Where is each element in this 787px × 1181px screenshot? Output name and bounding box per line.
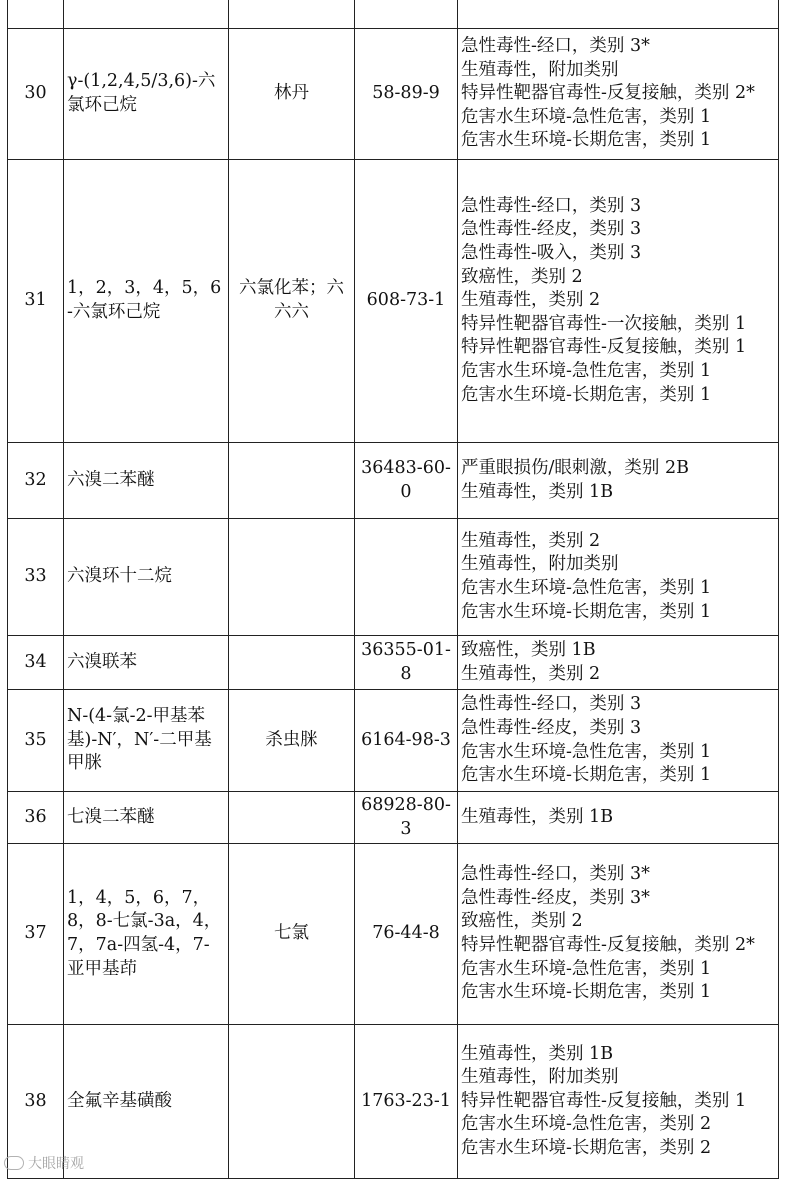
hazard-line: 急性毒性-经皮，类别 3 [461,717,642,738]
watermark-text: 大眼睛观 [28,1156,84,1172]
cas-number-cell: 36483-60-0 [355,443,458,519]
hazard-line: 危害水生环境-急性危害，类别 1 [461,106,712,127]
row-number-cell: 34 [8,636,64,690]
cas-number-cell [355,0,458,29]
hazard-line: 特异性靶器官毒性-反复接触，类别 1 [461,1090,747,1111]
hazard-line: 生殖毒性，附加类别 [461,59,619,80]
hazard-line: 特异性靶器官毒性-反复接触，类别 1 [461,337,747,358]
row-number-cell: 30 [8,29,64,160]
table-row [8,0,779,29]
alias-cell: 六氯化苯；六六六 [229,160,355,443]
hazard-line: 特异性靶器官毒性-一次接触，类别 1 [461,313,747,334]
hazard-line: 危害水生环境-急性危害，类别 1 [461,578,712,598]
table-body [8,0,779,1179]
hazard-line: 急性毒性-经口，类别 3* [461,864,650,885]
hazard-line: 生殖毒性，附加类别 [461,1067,619,1088]
watermark [4,1153,84,1173]
hazard-line: 危害水生环境-长期危害，类别 1 [461,982,712,1003]
row-number-cell: 32 [8,443,64,519]
chemical-name-cell: 六溴联苯 [64,636,229,690]
cas-number-cell: 6164-98-3 [355,690,458,792]
hazard-classification-cell [458,160,779,443]
table-row [8,690,779,792]
hazard-line: 特异性靶器官毒性-反复接触，类别 2* [461,83,755,104]
hazard-line: 急性毒性-经皮，类别 3 [461,219,642,240]
hazard-line: 致癌性，类别 2 [461,911,583,932]
table-row [8,792,779,844]
hazard-line: 危害水生环境-急性危害，类别 1 [461,958,712,979]
chemical-name-cell: 七溴二苯醚 [64,792,229,844]
cas-number-cell: 1763-23-1 [355,1025,458,1179]
hazard-line: 危害水生环境-急性危害，类别 1 [461,741,712,762]
hazard-line: 致癌性，类别 2 [461,266,583,287]
hazard-line: 生殖毒性，类别 1B [461,481,614,502]
alias-cell [229,1025,355,1179]
hazard-line: 特异性靶器官毒性-反复接触，类别 2* [461,935,755,955]
table-row [8,29,779,160]
alias-cell [229,792,355,844]
hazard-classification-cell [458,29,779,160]
alias-cell: 七氯 [229,844,355,1025]
hazard-classification-cell [458,636,779,690]
hazard-classification-cell [458,690,779,792]
hazard-line: 急性毒性-经口，类别 3 [461,694,642,715]
row-number-cell: 35 [8,690,64,792]
alias-cell [229,0,355,29]
hazard-line: 危害水生环境-长期危害，类别 1 [461,601,712,622]
hazard-line: 生殖毒性，类别 1B [461,1043,614,1064]
row-number-cell: 33 [8,519,64,636]
hazard-line: 危害水生环境-长期危害，类别 1 [461,130,712,151]
cas-number-cell: 36355-01-8 [355,636,458,690]
hazard-line: 严重眼损伤/眼刺激，类别 2B [461,457,689,478]
watermark-logo-icon [4,1156,24,1170]
cas-number-cell: 58-89-9 [355,29,458,160]
hazard-line: 急性毒性-经皮，类别 3* [461,887,650,908]
alias-cell: 杀虫脒 [229,690,355,792]
hazard-line: 生殖毒性，类别 2 [461,530,601,551]
chemical-name-cell: γ-(1,2,4,5/3,6)-六氯环己烷 [64,29,229,160]
hazard-line: 生殖毒性，附加类别 [461,554,619,575]
alias-cell [229,443,355,519]
hazard-line: 危害水生环境-长期危害，类别 1 [461,765,712,786]
chemical-name-cell: N-(4-氯-2-甲基苯基)-N′，N′-二甲基甲脒 [64,690,229,792]
table-row [8,160,779,443]
chemical-name-cell: 六溴环十二烷 [64,519,229,636]
hazard-classification-cell [458,792,779,844]
hazardous-chemicals-table [7,0,779,1179]
chemical-name-cell: 1，4，5，6，7，8，8-七氯-3a，4，7，7a-四氢-4，7-亚甲基茚 [64,844,229,1025]
hazard-line: 危害水生环境-急性危害，类别 2 [461,1114,712,1135]
table-row [8,443,779,519]
cas-number-cell: 68928-80-3 [355,792,458,844]
hazard-line: 急性毒性-吸入，类别 3 [461,243,642,264]
hazard-line: 危害水生环境-长期危害，类别 2 [461,1137,712,1158]
hazard-line: 急性毒性-经口，类别 3* [461,36,650,57]
hazard-line: 致癌性，类别 1B [461,639,596,660]
cas-number-cell [355,519,458,636]
row-number-cell: 38 [8,1025,64,1179]
hazard-classification-cell [458,443,779,519]
table-row [8,519,779,636]
alias-cell [229,519,355,636]
hazard-classification-cell [458,0,779,29]
chemical-name-cell [64,0,229,29]
hazard-line: 生殖毒性，类别 2 [461,290,601,311]
table-row [8,636,779,690]
row-number-cell: 37 [8,844,64,1025]
hazard-classification-cell [458,519,779,636]
row-number-cell: 36 [8,792,64,844]
chemical-name-cell: 全氟辛基磺酸 [64,1025,229,1179]
chemical-name-cell: 六溴二苯醚 [64,443,229,519]
table-row [8,1025,779,1179]
cas-number-cell: 76-44-8 [355,844,458,1025]
alias-cell: 林丹 [229,29,355,160]
row-number-cell: 31 [8,160,64,443]
cas-number-cell: 608-73-1 [355,160,458,443]
hazard-line: 危害水生环境-急性危害，类别 1 [461,360,712,381]
hazard-classification-cell [458,844,779,1025]
hazard-line: 生殖毒性，类别 2 [461,663,601,684]
row-number-cell [8,0,64,29]
hazard-line: 生殖毒性，类别 1B [461,806,614,827]
alias-cell [229,636,355,690]
chemical-name-cell: 1，2，3，4，5，6-六氯环己烷 [64,160,229,443]
hazard-line: 危害水生环境-长期危害，类别 1 [461,384,712,405]
table-row [8,844,779,1025]
hazard-classification-cell [458,1025,779,1179]
hazard-line: 急性毒性-经口，类别 3 [461,195,642,216]
